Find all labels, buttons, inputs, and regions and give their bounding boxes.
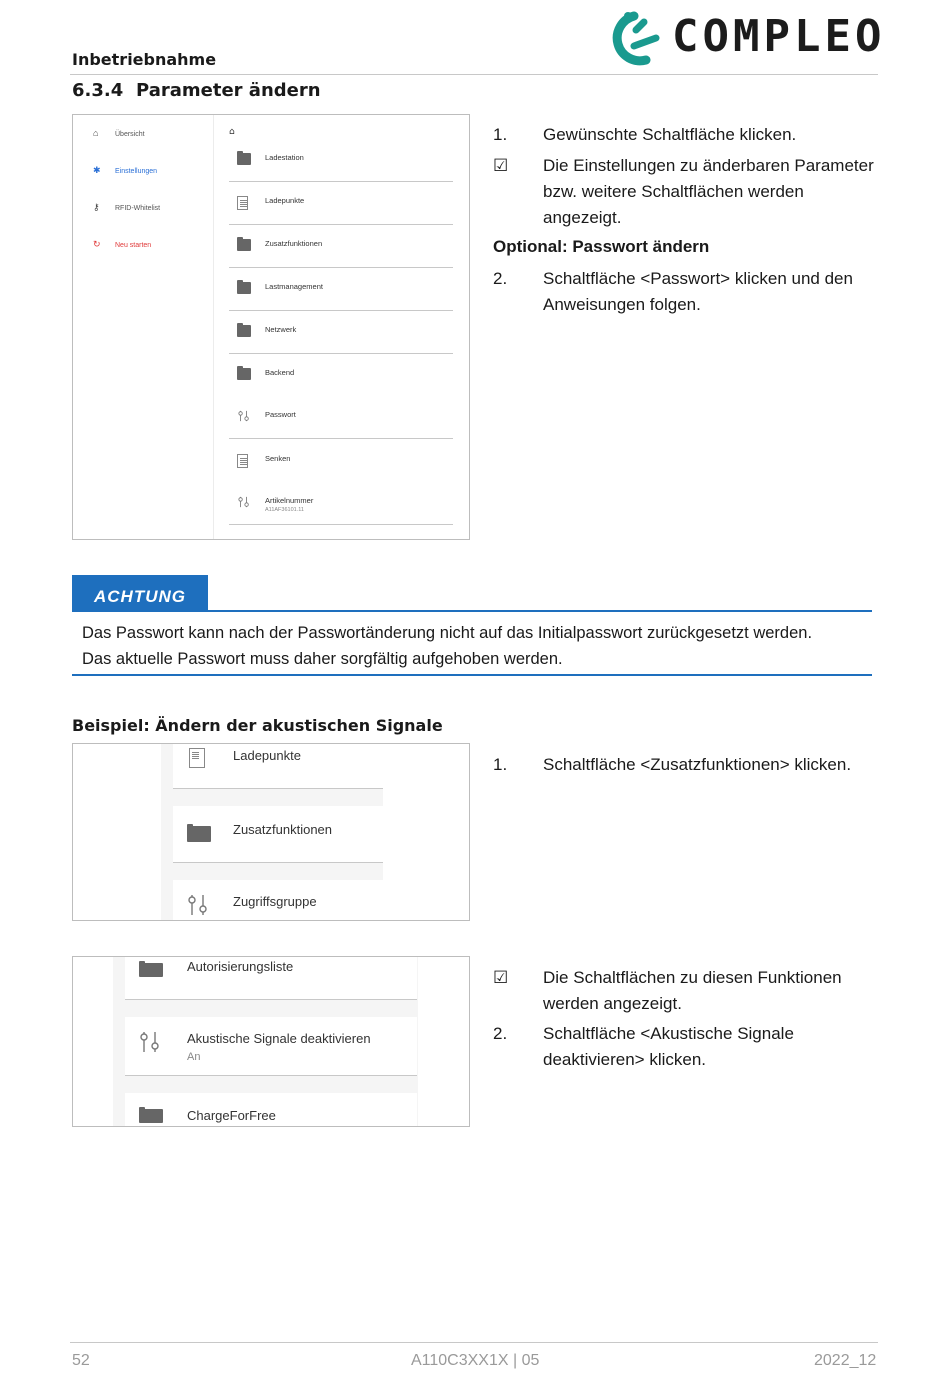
folder-icon bbox=[237, 153, 251, 165]
slider-icon bbox=[237, 410, 251, 422]
folder-icon bbox=[237, 282, 251, 294]
acoustic-signals-screenshot bbox=[72, 956, 470, 1127]
list-item-netzwerk[interactable]: Netzwerk bbox=[229, 311, 453, 354]
warning-bottom-rule bbox=[72, 674, 872, 676]
section-heading bbox=[72, 80, 321, 101]
slider-icon bbox=[237, 496, 251, 508]
example-heading: Beispiel: Ändern der akustischen Signale bbox=[72, 716, 443, 735]
warning-top-rule bbox=[72, 610, 872, 612]
warning-label-box bbox=[72, 575, 208, 611]
folder-icon bbox=[139, 963, 163, 977]
list-item-zusatzfunktionen[interactable]: Zusatzfunktionen bbox=[229, 225, 453, 268]
slider-icon bbox=[187, 894, 209, 916]
sidebar-item-settings[interactable]: ✱ Einstellungen bbox=[93, 165, 158, 175]
compleo-logo bbox=[604, 8, 886, 66]
checkbox-icon: ☑ bbox=[493, 156, 509, 175]
list-item-zugriffsgruppe[interactable]: Zugriffsgruppe bbox=[173, 880, 383, 921]
zusatzfunktionen-screenshot bbox=[72, 743, 470, 921]
section-number: 6.3.4 bbox=[72, 80, 124, 101]
logo-wordmark: COMPLEO bbox=[672, 11, 886, 62]
optional-heading: Optional: Passwort ändern bbox=[493, 237, 710, 256]
compleo-logo-icon bbox=[604, 8, 666, 66]
setting-value: An bbox=[187, 1051, 201, 1063]
gear-icon: ✱ bbox=[93, 165, 101, 175]
slider-icon bbox=[139, 1031, 161, 1053]
restart-icon: ↻ bbox=[93, 239, 101, 249]
list-item-ladepunkte[interactable]: Ladepunkte bbox=[229, 182, 453, 225]
document-date: 2022_12 bbox=[814, 1352, 877, 1369]
list-item-chargeforfree[interactable]: ChargeForFree bbox=[125, 1093, 417, 1127]
section-heading-title: Parameter ändern bbox=[136, 80, 321, 101]
settings-list bbox=[229, 115, 453, 539]
document-icon bbox=[237, 196, 248, 210]
list-item-autorisierungsliste[interactable]: Autorisierungsliste bbox=[125, 957, 417, 1000]
example-result: ☑ Die Schaltflächen zu diesen Funktionen werden angezeigt. bbox=[493, 965, 893, 1017]
result-1: ☑ Die Einstellungen zu änderbaren Parameter bzw. weitere Schaltflächen werden angezeigt. bbox=[493, 153, 893, 231]
list-item-lastmanagement[interactable]: Lastmanagement bbox=[229, 268, 453, 311]
sidebar-item-overview[interactable]: ⌂ Übersicht bbox=[93, 128, 145, 138]
warning-label: ACHTUNG bbox=[94, 587, 186, 606]
document-icon bbox=[189, 748, 205, 768]
example-step-1: 1. Schaltfläche <Zusatzfunktionen> klicken. bbox=[493, 755, 852, 774]
settings-screenshot bbox=[72, 114, 470, 540]
warning-text: Das Passwort kann nach der Passwortänderung nicht auf das Initialpasswort zurückgesetzt werden. Das aktuelle Passwort muss daher sorgfältig aufgehoben werden. bbox=[82, 624, 813, 668]
step-2: 2. Schaltfläche <Passwort> klicken und den Anweisungen folgen. bbox=[493, 269, 853, 314]
folder-icon bbox=[237, 368, 251, 380]
folder-icon bbox=[237, 239, 251, 251]
list-item-akustische-signale[interactable]: Akustische Signale deaktivieren An bbox=[125, 1017, 417, 1076]
section-title: Inbetriebnahme bbox=[72, 50, 217, 69]
checkbox-icon: ☑ bbox=[493, 968, 509, 987]
folder-icon bbox=[237, 325, 251, 337]
folder-icon bbox=[187, 826, 211, 842]
list-item-backend[interactable]: Backend bbox=[229, 354, 453, 397]
sidebar-item-restart[interactable]: ↻ Neu starten bbox=[93, 239, 152, 249]
header-divider bbox=[70, 74, 878, 75]
sidebar-item-rfid-whitelist[interactable]: ⚷ RFID-Whitelist bbox=[93, 202, 161, 212]
list-item-zusatzfunktionen[interactable]: Zusatzfunktionen bbox=[173, 806, 383, 863]
list-item-passwort[interactable]: Passwort bbox=[229, 396, 453, 439]
document-id: A110C3XX1X | 05 bbox=[411, 1352, 540, 1369]
example-step-2: 2. Schaltfläche <Akustische Signale deaktivieren> klicken. bbox=[493, 1024, 794, 1069]
list-item-ladepunkte[interactable]: Ladepunkte bbox=[173, 744, 383, 789]
list-item-ladestation[interactable]: Ladestation bbox=[229, 139, 453, 182]
list-item-senken[interactable]: Senken bbox=[229, 440, 453, 483]
settings-sidebar bbox=[73, 115, 214, 539]
document-icon bbox=[237, 454, 248, 468]
key-icon: ⚷ bbox=[93, 202, 100, 212]
footer-divider bbox=[70, 1342, 878, 1343]
folder-icon bbox=[139, 1109, 163, 1123]
breadcrumb-home-icon[interactable]: ⌂ bbox=[229, 127, 235, 137]
list-item-artikelnummer[interactable]: Artikelnummer A11AF36101.11 bbox=[229, 482, 453, 525]
home-icon: ⌂ bbox=[93, 128, 99, 138]
step-1: 1. Gewünschte Schaltfläche klicken. bbox=[493, 125, 797, 144]
page-number: 52 bbox=[72, 1352, 90, 1369]
